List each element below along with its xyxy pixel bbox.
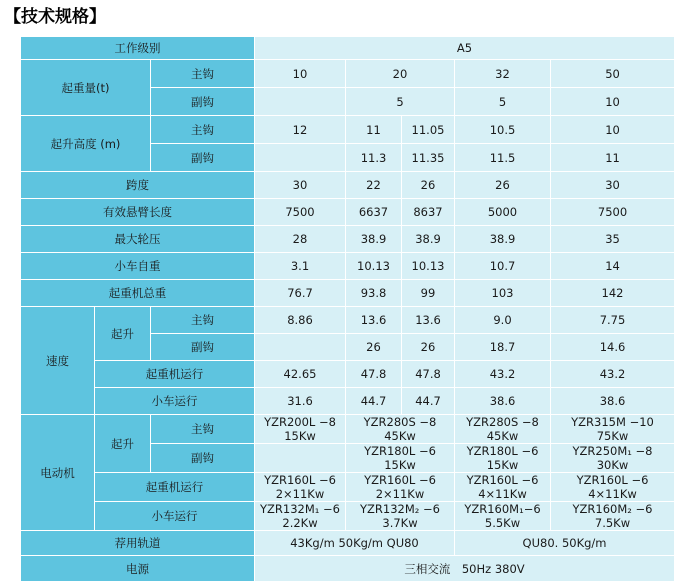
label-main-hook: 主钩 <box>151 60 255 88</box>
cell: 38.6 <box>551 388 675 415</box>
cell: 47.8 <box>346 361 402 388</box>
spec-table <box>20 36 675 582</box>
label-aux-hook: 副钩 <box>151 144 255 172</box>
cell: YZR280S −8 45Kw <box>346 415 455 444</box>
label-max-wheel-load: 最大轮压 <box>21 226 255 253</box>
label-hoist: 起升 <box>95 307 151 361</box>
row-rail <box>21 531 675 556</box>
cell: 5000 <box>455 199 551 226</box>
cell: 26 <box>346 334 402 361</box>
label-crane-travel: 起重机运行 <box>95 361 255 388</box>
label-power: 电源 <box>21 556 255 582</box>
row-motor-main <box>21 415 675 444</box>
cell: 31.6 <box>255 388 346 415</box>
cell: YZR180L −6 15Kw <box>455 444 551 473</box>
cell: 26 <box>402 334 455 361</box>
cell: YZR200L −8 15Kw <box>255 415 346 444</box>
label-trolley-travel: 小车运行 <box>95 502 255 531</box>
cell: 44.7 <box>346 388 402 415</box>
cell: 9.0 <box>455 307 551 334</box>
cell: 50 <box>551 60 675 88</box>
cell: YZR160M₁−6 5.5Kw <box>455 502 551 531</box>
cell-rail-right: QU80. 50Kg/m <box>455 531 675 556</box>
cell: 11.3 <box>346 144 402 172</box>
cell: 10 <box>255 60 346 88</box>
cell: 5 <box>455 88 551 116</box>
cell: 43.2 <box>551 361 675 388</box>
cell: 35 <box>551 226 675 253</box>
cell: 32 <box>455 60 551 88</box>
row-max-wheel-load <box>21 226 675 253</box>
label-span: 跨度 <box>21 172 255 199</box>
cell: YZR160L −6 4×11Kw <box>455 473 551 502</box>
row-motor-crane <box>21 473 675 502</box>
row-capacity-main <box>21 60 675 88</box>
label-aux-hook: 副钩 <box>151 88 255 116</box>
cell: 38.9 <box>455 226 551 253</box>
cell: 11.35 <box>402 144 455 172</box>
cell: YZR132M₁ −6 2.2Kw <box>255 502 346 531</box>
cell: 7500 <box>255 199 346 226</box>
row-speed-crane <box>21 361 675 388</box>
cell-empty <box>255 144 346 172</box>
row-crane-weight <box>21 280 675 307</box>
row-work-class <box>21 37 675 60</box>
row-lift-height-main <box>21 116 675 144</box>
cell: 6637 <box>346 199 402 226</box>
cell: YZR160L −6 4×11Kw <box>551 473 675 502</box>
cell: 7500 <box>551 199 675 226</box>
cell: 44.7 <box>402 388 455 415</box>
label-main-hook: 主钩 <box>151 415 255 444</box>
cell: YZR160L −6 2×11Kw <box>346 473 455 502</box>
label-aux-hook: 副钩 <box>151 334 255 361</box>
cell: 26 <box>455 172 551 199</box>
cell: 10.13 <box>346 253 402 280</box>
label-motor: 电动机 <box>21 415 95 531</box>
cell: 30 <box>255 172 346 199</box>
cell: 5 <box>346 88 455 116</box>
cell: 43.2 <box>455 361 551 388</box>
cell: YZR280S −8 45Kw <box>455 415 551 444</box>
cell: 3.1 <box>255 253 346 280</box>
cell: 10 <box>551 116 675 144</box>
label-rail: 荐用轨道 <box>21 531 255 556</box>
label-main-hook: 主钩 <box>151 116 255 144</box>
label-hoist: 起升 <box>95 415 151 473</box>
label-crane-weight: 起重机总重 <box>21 280 255 307</box>
label-speed: 速度 <box>21 307 95 415</box>
cell: 47.8 <box>402 361 455 388</box>
cell: 93.8 <box>346 280 402 307</box>
cell: 11 <box>346 116 402 144</box>
cell: 14 <box>551 253 675 280</box>
cell: YZR160M₂ −6 7.5Kw <box>551 502 675 531</box>
cell: 28 <box>255 226 346 253</box>
value-work-class: A5 <box>255 37 675 60</box>
label-lift-capacity: 起重量(t) <box>21 60 151 116</box>
cell: 11.05 <box>402 116 455 144</box>
cell: 76.7 <box>255 280 346 307</box>
label-lift-height: 起升高度 (m) <box>21 116 151 172</box>
cell: 10.7 <box>455 253 551 280</box>
cell: 8637 <box>402 199 455 226</box>
cell-empty <box>255 334 346 361</box>
cell: 22 <box>346 172 402 199</box>
label-main-hook: 主钩 <box>151 307 255 334</box>
row-power <box>21 556 675 582</box>
cell: 8.86 <box>255 307 346 334</box>
cell: 13.6 <box>346 307 402 334</box>
cell: 18.7 <box>455 334 551 361</box>
label-cantilever: 有效悬臂长度 <box>21 199 255 226</box>
row-speed-main <box>21 307 675 334</box>
cell: 26 <box>402 172 455 199</box>
cell: YZR315M −10 75Kw <box>551 415 675 444</box>
cell: 11 <box>551 144 675 172</box>
cell: 42.65 <box>255 361 346 388</box>
cell: 103 <box>455 280 551 307</box>
cell: 10 <box>551 88 675 116</box>
cell-power: 三相交流 50Hz 380V <box>255 556 675 582</box>
cell: 12 <box>255 116 346 144</box>
cell: YZR132M₂ −6 3.7Kw <box>346 502 455 531</box>
cell: 7.75 <box>551 307 675 334</box>
cell: 142 <box>551 280 675 307</box>
cell: 38.9 <box>402 226 455 253</box>
label-trolley-weight: 小车自重 <box>21 253 255 280</box>
row-motor-trolley <box>21 502 675 531</box>
cell-rail-left: 43Kg/m 50Kg/m QU80 <box>255 531 455 556</box>
row-cantilever <box>21 199 675 226</box>
cell-empty <box>255 88 346 116</box>
cell: 13.6 <box>402 307 455 334</box>
cell: YZR160L −6 2×11Kw <box>255 473 346 502</box>
label-work-class: 工作级别 <box>21 37 255 60</box>
cell: 99 <box>402 280 455 307</box>
row-trolley-weight <box>21 253 675 280</box>
section-heading: 【技术规格】 <box>4 7 106 27</box>
cell: 11.5 <box>455 144 551 172</box>
label-trolley-travel: 小车运行 <box>95 388 255 415</box>
cell: 10.13 <box>402 253 455 280</box>
cell: 14.6 <box>551 334 675 361</box>
cell: YZR250M₁ −8 30Kw <box>551 444 675 473</box>
cell: 10.5 <box>455 116 551 144</box>
label-aux-hook: 副钩 <box>151 444 255 473</box>
row-span <box>21 172 675 199</box>
cell: 38.6 <box>455 388 551 415</box>
cell: 20 <box>346 60 455 88</box>
cell-empty <box>255 444 346 473</box>
cell: 30 <box>551 172 675 199</box>
label-crane-travel: 起重机运行 <box>95 473 255 502</box>
cell: YZR180L −6 15Kw <box>346 444 455 473</box>
row-speed-trolley <box>21 388 675 415</box>
cell: 38.9 <box>346 226 402 253</box>
